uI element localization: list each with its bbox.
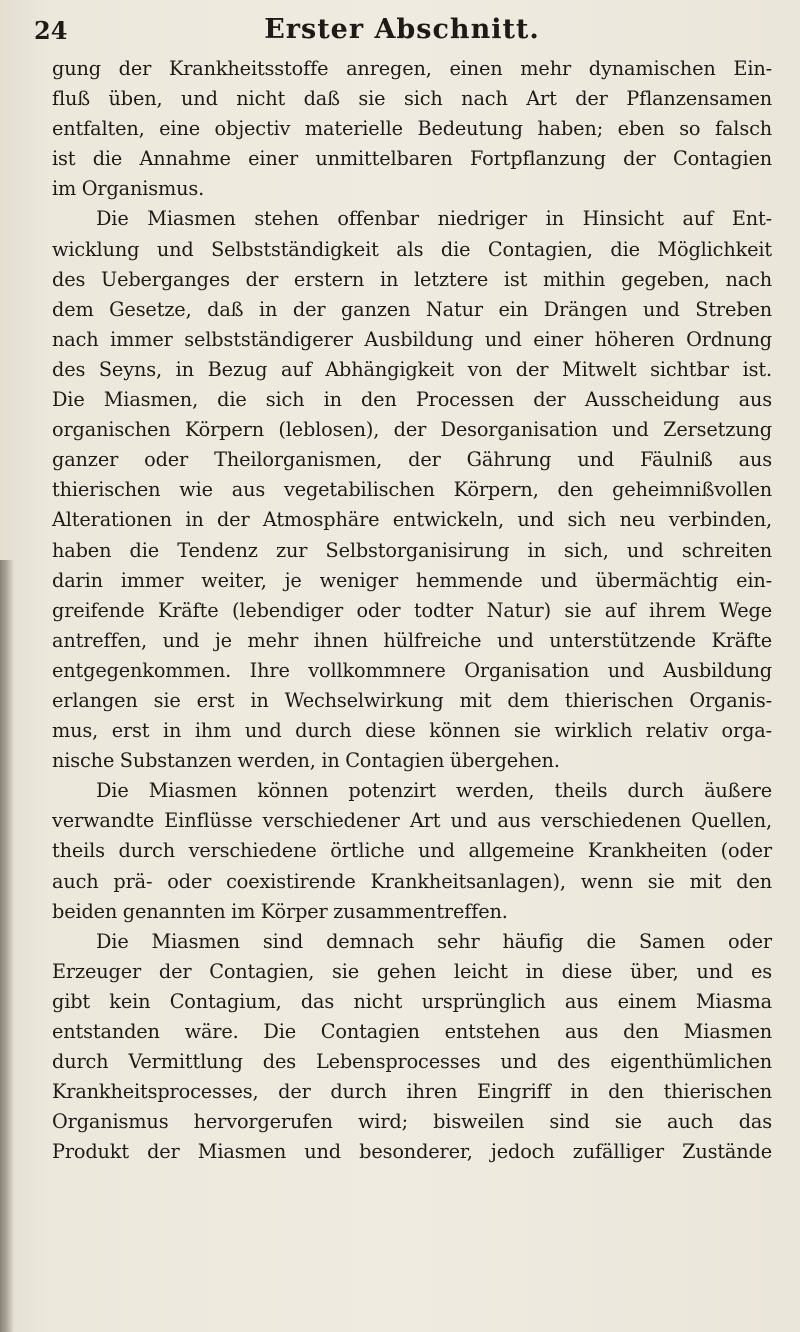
- text-line: des Ueberganges der erstern in letztere ist mithin gegeben, nach: [52, 267, 772, 291]
- page-gutter-shadow: [0, 560, 14, 1332]
- text-line: durch Vermittlung des Lebensprocesses und des eigenthümlichen: [52, 1050, 772, 1074]
- text-line: Organismus hervorgerufen wird; bisweilen sind sie auch das: [52, 1110, 772, 1134]
- page-header: [34, 14, 770, 48]
- text-line: ganzer oder Theilorganismen, der Gährung und Fäulniß aus: [52, 448, 772, 472]
- text-line: darin immer weiter, je weniger hemmende und übermächtig ein-: [52, 568, 772, 592]
- text-line: Die Miasmen, die sich in den Processen der Ausscheidung aus: [52, 388, 772, 412]
- text-line: entstanden wäre. Die Contagien entstehen aus den Miasmen: [52, 1020, 772, 1043]
- text-line: nach immer selbstständigerer Ausbildung und einer höheren Ordnung: [52, 327, 772, 351]
- text-line: im Organismus.: [52, 177, 205, 201]
- text-line: Erzeuger der Contagien, sie gehen leicht in diese über, und es: [52, 959, 772, 983]
- text-line: Die Miasmen können potenzirt werden, theils durch äußere: [96, 779, 772, 803]
- text-line: verwandte Einflüsse verschiedener Art und aus verschiedenen Quellen,: [52, 809, 772, 833]
- text-line: entgegenkommen. Ihre vollkommnere Organisation und Ausbildung: [52, 658, 772, 682]
- text-line: dem Gesetze, daß in der ganzen Natur ein Drängen und Streben: [52, 297, 772, 321]
- text-line: gung der Krankheitsstoffe anregen, einen mehr dynamischen Ein-: [52, 57, 772, 80]
- text-line: erlangen sie erst in Wechselwirkung mit dem thierischen Organis-: [52, 688, 772, 712]
- text-line: auch prä- oder coexistirende Krankheitsanlagen), wenn sie mit den: [52, 869, 772, 893]
- text-line: nische Substanzen werden, in Contagien übergehen.: [52, 749, 560, 773]
- text-line: fluß üben, und nicht daß sie sich nach Art der Pflanzensamen: [52, 87, 772, 111]
- text-line: des Seyns, in Bezug auf Abhängigkeit von der Mitwelt sichtbar ist.: [52, 357, 772, 381]
- text-line: mus, erst in ihm und durch diese können sie wirklich relativ orga-: [52, 719, 772, 743]
- text-line: wicklung und Selbstständigkeit als die Contagien, die Möglichkeit: [52, 237, 772, 261]
- page-number: 24: [34, 16, 68, 45]
- text-line: ist die Annahme einer unmittelbaren Fortpflanzung der Contagien: [52, 147, 772, 171]
- running-head: Erster Abschnitt.: [264, 14, 540, 45]
- text-line: Produkt der Miasmen und besonderer, jedoch zufälliger Zustände: [52, 1140, 772, 1164]
- text-line: thierischen wie aus vegetabilischen Körpern, den geheimnißvollen: [52, 478, 772, 502]
- text-line: antreffen, und je mehr ihnen hülfreiche und unterstützende Kräfte: [52, 628, 772, 652]
- text-line: Krankheitsprocesses, der durch ihren Eingriff in den thierischen: [52, 1080, 772, 1104]
- text-line: theils durch verschiedene örtliche und allgemeine Krankheiten (oder: [52, 839, 772, 863]
- text-line: organischen Körpern (leblosen), der Desorganisation und Zersetzung: [52, 418, 772, 442]
- text-line: entfalten, eine objectiv materielle Bedeutung haben; eben so falsch: [52, 117, 772, 141]
- text-line: gibt kein Contagium, das nicht ursprünglich aus einem Miasma: [52, 989, 772, 1013]
- text-line: Die Miasmen stehen offenbar niedriger in Hinsicht auf Ent-: [96, 207, 772, 231]
- text-line: Alterationen in der Atmosphäre entwickeln, und sich neu verbinden,: [52, 508, 772, 532]
- text-line: greifende Kräfte (lebendiger oder todter Natur) sie auf ihrem Wege: [52, 598, 772, 622]
- body-text: [52, 54, 772, 1167]
- text-line: haben die Tendenz zur Selbstorganisirung in sich, und schreiten: [52, 538, 772, 562]
- text-line: beiden genannten im Körper zusammentreffen.: [52, 899, 508, 923]
- text-line: Die Miasmen sind demnach sehr häufig die Samen oder: [96, 929, 772, 953]
